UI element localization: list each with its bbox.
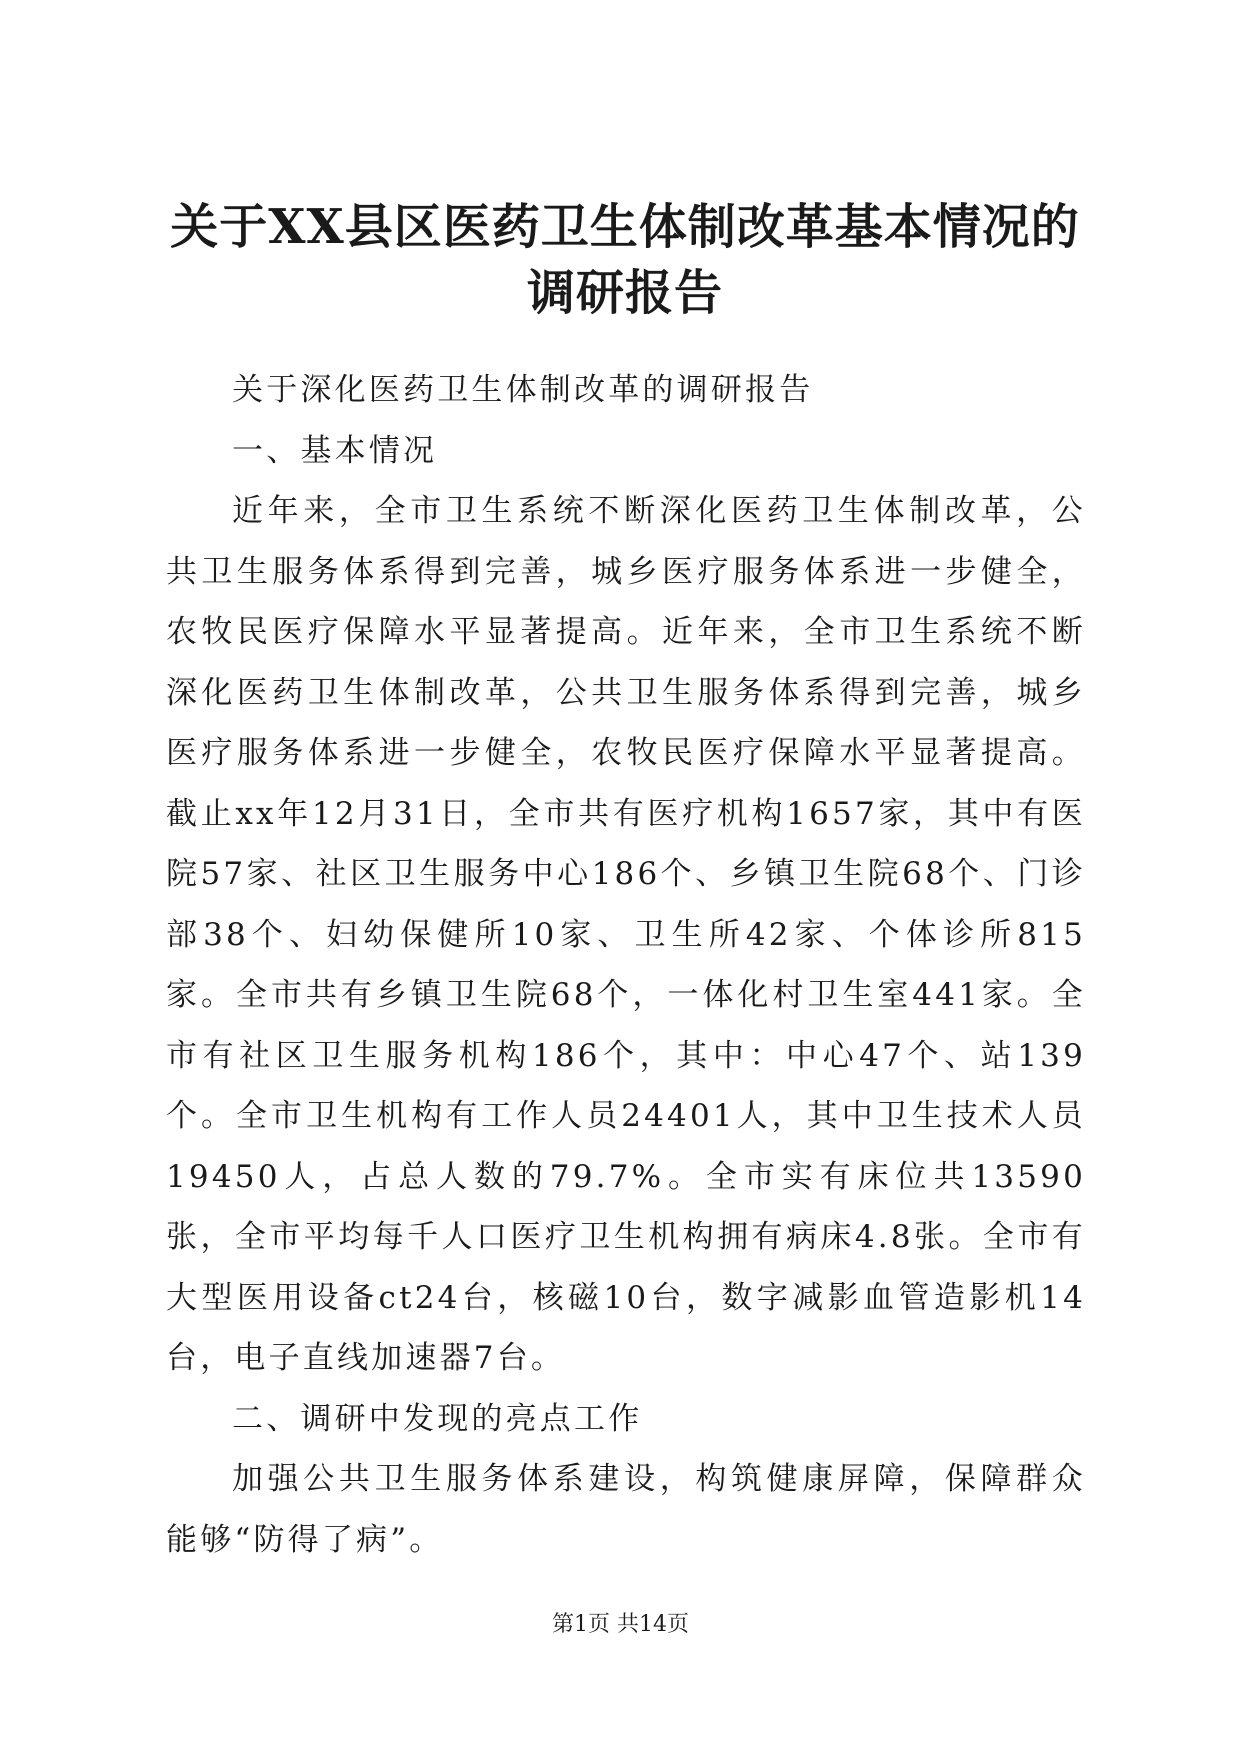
section-heading-basic-situation: 一、基本情况 — [232, 432, 438, 469]
section-heading-highlights: 二、调研中发现的亮点工作 — [232, 1400, 643, 1437]
body-paragraph-public-health: 加强公共卫生服务体系建设，构筑健康屏障，保障群众能够“防得了病”。 — [166, 1461, 1086, 1558]
document-body — [166, 360, 1086, 1570]
body-paragraph-statistics: 近年来，全市卫生系统不断深化医药卫生体制改革，公共卫生服务体系得到完善，城乡医疗服务体系进一步健全，农牧民医疗保障水平显著提高。近年来，全市卫生系统不断深化医药卫生体制改革，公共卫生服务体系得到完善，城乡医疗服务体系进一步健全，农牧民医疗保障水平显著提高。截止xx年12月31日，全市共有医疗机构1657家，其中有医院57家、社区卫生服务中心186个、乡镇卫生院68个、门诊部38个、妇幼保健所10家、卫生所42家、个体诊所815家。全市共有乡镇卫生院68个，一体化村卫生室441家。全市有社区卫生服务机构186个，其中：中心47个、站139个。全市卫生机构有工作人员24401人，其中卫生技术人员19450人，占总人数的79.7%。全市实有床位共13590张，全市平均每千人口医疗卫生机构拥有病床4.8张。全市有大型医用设备ct24台，核磁10台，数字减影血管造影机14台，电子直线加速器7台。 — [166, 493, 1086, 1376]
subtitle-paragraph: 关于深化医药卫生体制改革的调研报告 — [232, 372, 814, 408]
page-number-footer: 第1页 共14页 — [552, 1612, 689, 1637]
document-title: 关于XX县区医药卫生体制改革基本情况的调研报告 — [170, 199, 1080, 321]
